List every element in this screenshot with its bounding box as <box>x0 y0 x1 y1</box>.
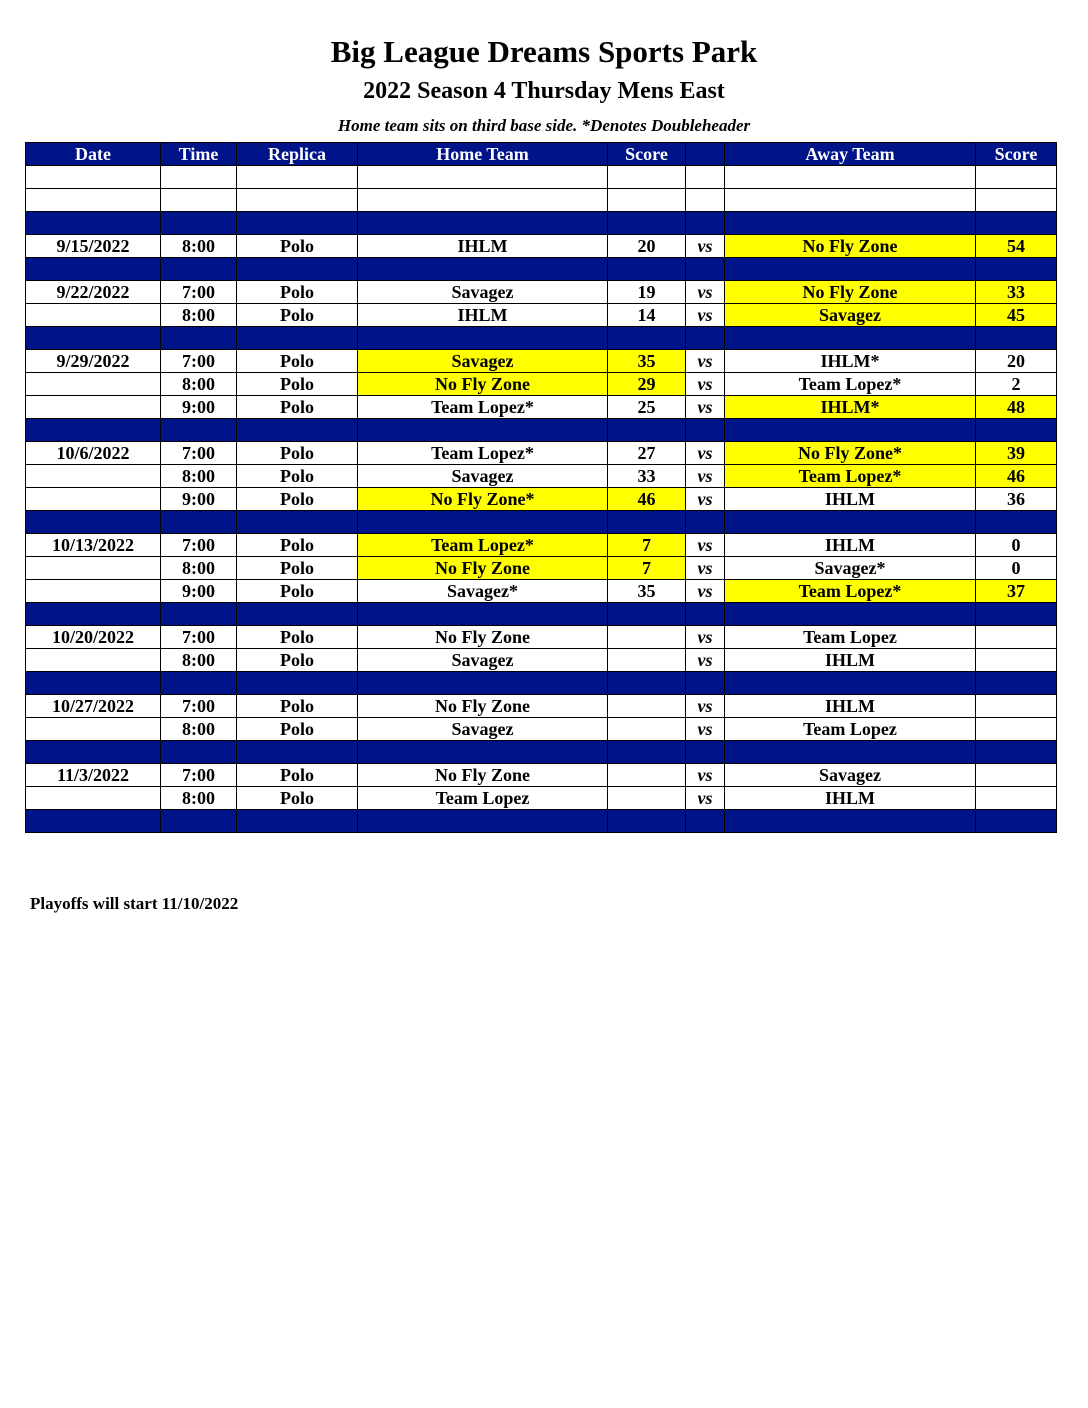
table-header-row <box>26 143 1057 166</box>
vs-cell <box>686 258 725 281</box>
home-team-cell: Team Lopez <box>358 787 608 810</box>
away-team-cell: IHLM* <box>725 396 976 419</box>
home-score-cell <box>608 649 686 672</box>
away-team-cell <box>725 258 976 281</box>
date-cell <box>26 511 161 534</box>
away-score-cell <box>976 764 1057 787</box>
away-score-cell <box>976 189 1057 212</box>
time-cell: 8:00 <box>161 557 237 580</box>
date-cell <box>26 212 161 235</box>
time-cell <box>161 810 237 833</box>
away-team-cell: IHLM <box>725 649 976 672</box>
away-team-cell: IHLM <box>725 488 976 511</box>
vs-cell <box>686 741 725 764</box>
away-score-cell <box>976 419 1057 442</box>
replica-cell: Polo <box>237 626 358 649</box>
time-cell: 7:00 <box>161 281 237 304</box>
date-cell <box>26 258 161 281</box>
vs-cell: vs <box>686 304 725 327</box>
vs-cell <box>686 511 725 534</box>
separator-row <box>26 603 1057 626</box>
home-team-cell <box>358 741 608 764</box>
home-score-cell: 35 <box>608 580 686 603</box>
time-cell: 7:00 <box>161 695 237 718</box>
home-team-cell <box>358 419 608 442</box>
col-header-away-team: Away Team <box>725 143 976 166</box>
date-cell <box>26 189 161 212</box>
separator-row <box>26 419 1057 442</box>
time-cell <box>161 212 237 235</box>
vs-cell <box>686 419 725 442</box>
away-team-cell <box>725 166 976 189</box>
replica-cell: Polo <box>237 235 358 258</box>
date-cell <box>26 810 161 833</box>
replica-cell <box>237 419 358 442</box>
replica-cell <box>237 603 358 626</box>
away-score-cell <box>976 511 1057 534</box>
home-score-cell <box>608 672 686 695</box>
replica-cell <box>237 212 358 235</box>
replica-cell: Polo <box>237 304 358 327</box>
time-cell <box>161 741 237 764</box>
date-cell <box>26 603 161 626</box>
col-header-home-team: Home Team <box>358 143 608 166</box>
replica-cell: Polo <box>237 465 358 488</box>
home-score-cell <box>608 258 686 281</box>
away-score-cell: 0 <box>976 534 1057 557</box>
date-cell <box>26 419 161 442</box>
home-score-cell: 35 <box>608 350 686 373</box>
schedule-body <box>26 166 1057 833</box>
vs-cell <box>686 603 725 626</box>
away-team-cell <box>725 741 976 764</box>
away-team-cell: Team Lopez <box>725 626 976 649</box>
vs-cell: vs <box>686 580 725 603</box>
away-score-cell <box>976 672 1057 695</box>
home-team-cell: Savagez <box>358 350 608 373</box>
date-cell: 9/22/2022 <box>26 281 161 304</box>
game-row <box>26 350 1057 373</box>
date-cell: 10/27/2022 <box>26 695 161 718</box>
home-team-cell <box>358 672 608 695</box>
away-score-cell <box>976 166 1057 189</box>
replica-cell: Polo <box>237 580 358 603</box>
vs-cell: vs <box>686 442 725 465</box>
replica-cell: Polo <box>237 764 358 787</box>
replica-cell: Polo <box>237 557 358 580</box>
home-team-cell <box>358 258 608 281</box>
home-score-cell: 20 <box>608 235 686 258</box>
date-cell <box>26 649 161 672</box>
vs-cell: vs <box>686 787 725 810</box>
replica-cell <box>237 741 358 764</box>
game-row <box>26 534 1057 557</box>
home-team-cell <box>358 327 608 350</box>
time-cell: 8:00 <box>161 787 237 810</box>
home-score-cell <box>608 212 686 235</box>
away-score-cell: 37 <box>976 580 1057 603</box>
home-score-cell: 14 <box>608 304 686 327</box>
date-cell <box>26 580 161 603</box>
replica-cell: Polo <box>237 373 358 396</box>
vs-cell: vs <box>686 235 725 258</box>
home-score-cell: 7 <box>608 557 686 580</box>
col-header-away-score: Score <box>976 143 1057 166</box>
date-cell: 11/3/2022 <box>26 764 161 787</box>
away-score-cell <box>976 810 1057 833</box>
col-header-time: Time <box>161 143 237 166</box>
away-team-cell: Savagez <box>725 304 976 327</box>
separator-row <box>26 672 1057 695</box>
away-team-cell <box>725 511 976 534</box>
time-cell: 9:00 <box>161 580 237 603</box>
home-team-cell: No Fly Zone <box>358 373 608 396</box>
away-score-cell: 36 <box>976 488 1057 511</box>
time-cell <box>161 189 237 212</box>
time-cell <box>161 327 237 350</box>
vs-cell <box>686 672 725 695</box>
game-row <box>26 695 1057 718</box>
time-cell: 8:00 <box>161 235 237 258</box>
away-team-cell: No Fly Zone* <box>725 442 976 465</box>
game-row <box>26 442 1057 465</box>
replica-cell: Polo <box>237 718 358 741</box>
away-team-cell: Team Lopez* <box>725 465 976 488</box>
vs-cell: vs <box>686 649 725 672</box>
home-team-cell <box>358 810 608 833</box>
away-score-cell: 0 <box>976 557 1057 580</box>
away-score-cell <box>976 718 1057 741</box>
away-score-cell <box>976 626 1057 649</box>
game-row <box>26 488 1057 511</box>
game-row <box>26 281 1057 304</box>
replica-cell <box>237 166 358 189</box>
game-row <box>26 373 1057 396</box>
away-score-cell <box>976 258 1057 281</box>
away-team-cell <box>725 672 976 695</box>
home-team-cell: IHLM <box>358 235 608 258</box>
vs-cell: vs <box>686 396 725 419</box>
away-team-cell: Team Lopez* <box>725 580 976 603</box>
col-header-replica: Replica <box>237 143 358 166</box>
home-team-cell <box>358 511 608 534</box>
date-cell <box>26 327 161 350</box>
home-score-cell <box>608 718 686 741</box>
vs-cell: vs <box>686 281 725 304</box>
date-cell <box>26 787 161 810</box>
date-cell <box>26 373 161 396</box>
game-row <box>26 396 1057 419</box>
away-team-cell: No Fly Zone <box>725 281 976 304</box>
vs-cell: vs <box>686 764 725 787</box>
home-score-cell: 19 <box>608 281 686 304</box>
home-team-cell: IHLM <box>358 304 608 327</box>
blank-row <box>26 189 1057 212</box>
vs-cell: vs <box>686 488 725 511</box>
replica-cell: Polo <box>237 695 358 718</box>
away-score-cell <box>976 695 1057 718</box>
away-team-cell <box>725 603 976 626</box>
home-team-cell: Team Lopez* <box>358 396 608 419</box>
time-cell: 9:00 <box>161 396 237 419</box>
replica-cell <box>237 189 358 212</box>
away-team-cell: No Fly Zone <box>725 235 976 258</box>
time-cell <box>161 419 237 442</box>
col-header-home-score: Score <box>608 143 686 166</box>
time-cell <box>161 603 237 626</box>
date-cell <box>26 396 161 419</box>
away-team-cell <box>725 810 976 833</box>
replica-cell: Polo <box>237 534 358 557</box>
home-team-cell: Savagez <box>358 649 608 672</box>
playoffs-note: Playoffs will start 11/10/2022 <box>30 894 239 913</box>
vs-cell <box>686 810 725 833</box>
game-row <box>26 304 1057 327</box>
away-team-cell: Savagez* <box>725 557 976 580</box>
separator-row <box>26 810 1057 833</box>
replica-cell: Polo <box>237 787 358 810</box>
date-cell: 9/15/2022 <box>26 235 161 258</box>
home-team-cell: Savagez <box>358 281 608 304</box>
home-score-cell <box>608 511 686 534</box>
away-score-cell: 33 <box>976 281 1057 304</box>
vs-cell <box>686 166 725 189</box>
away-team-cell: IHLM <box>725 695 976 718</box>
time-cell: 8:00 <box>161 718 237 741</box>
blank-row <box>26 166 1057 189</box>
home-team-cell <box>358 212 608 235</box>
away-team-cell: IHLM <box>725 534 976 557</box>
time-cell: 7:00 <box>161 350 237 373</box>
separator-row <box>26 258 1057 281</box>
time-cell: 8:00 <box>161 304 237 327</box>
replica-cell: Polo <box>237 396 358 419</box>
home-team-cell: Savagez <box>358 465 608 488</box>
time-cell <box>161 166 237 189</box>
date-cell <box>26 465 161 488</box>
home-score-cell <box>608 327 686 350</box>
replica-cell: Polo <box>237 442 358 465</box>
away-score-cell: 45 <box>976 304 1057 327</box>
home-team-cell: No Fly Zone <box>358 764 608 787</box>
home-score-cell: 25 <box>608 396 686 419</box>
away-score-cell: 20 <box>976 350 1057 373</box>
away-team-cell <box>725 212 976 235</box>
page-title: Big League Dreams Sports Park <box>330 34 758 69</box>
game-row <box>26 580 1057 603</box>
home-team-cell: No Fly Zone* <box>358 488 608 511</box>
date-cell <box>26 741 161 764</box>
time-cell <box>161 672 237 695</box>
away-team-cell: IHLM* <box>725 350 976 373</box>
game-row <box>26 235 1057 258</box>
replica-cell <box>237 810 358 833</box>
time-cell: 7:00 <box>161 534 237 557</box>
date-cell <box>26 672 161 695</box>
replica-cell <box>237 511 358 534</box>
away-score-cell: 46 <box>976 465 1057 488</box>
home-team-cell <box>358 189 608 212</box>
col-header-date: Date <box>26 143 161 166</box>
vs-cell: vs <box>686 350 725 373</box>
time-cell: 7:00 <box>161 764 237 787</box>
date-cell <box>26 166 161 189</box>
vs-cell <box>686 327 725 350</box>
time-cell <box>161 511 237 534</box>
away-score-cell <box>976 741 1057 764</box>
date-cell <box>26 557 161 580</box>
home-team-cell <box>358 166 608 189</box>
home-team-cell: No Fly Zone <box>358 626 608 649</box>
date-cell: 10/20/2022 <box>26 626 161 649</box>
home-team-cell: Savagez <box>358 718 608 741</box>
away-score-cell: 39 <box>976 442 1057 465</box>
date-cell: 10/6/2022 <box>26 442 161 465</box>
vs-cell: vs <box>686 373 725 396</box>
away-team-cell <box>725 327 976 350</box>
vs-cell: vs <box>686 695 725 718</box>
home-score-cell <box>608 189 686 212</box>
away-score-cell <box>976 603 1057 626</box>
home-score-cell: 27 <box>608 442 686 465</box>
replica-cell <box>237 258 358 281</box>
home-score-cell <box>608 764 686 787</box>
time-cell: 8:00 <box>161 649 237 672</box>
vs-cell: vs <box>686 534 725 557</box>
home-score-cell: 7 <box>608 534 686 557</box>
game-row <box>26 557 1057 580</box>
date-cell: 9/29/2022 <box>26 350 161 373</box>
away-score-cell: 54 <box>976 235 1057 258</box>
home-team-cell: Team Lopez* <box>358 534 608 557</box>
home-team-cell: No Fly Zone <box>358 557 608 580</box>
game-row <box>26 718 1057 741</box>
date-cell <box>26 304 161 327</box>
away-team-cell <box>725 189 976 212</box>
vs-cell: vs <box>686 465 725 488</box>
replica-cell <box>237 672 358 695</box>
home-team-cell: Savagez* <box>358 580 608 603</box>
time-cell: 8:00 <box>161 465 237 488</box>
vs-cell <box>686 189 725 212</box>
home-team-cell <box>358 603 608 626</box>
vs-cell <box>686 212 725 235</box>
time-cell: 7:00 <box>161 442 237 465</box>
date-cell <box>26 718 161 741</box>
time-cell: 7:00 <box>161 626 237 649</box>
away-score-cell <box>976 327 1057 350</box>
away-team-cell: Team Lopez <box>725 718 976 741</box>
away-score-cell: 48 <box>976 396 1057 419</box>
game-row <box>26 787 1057 810</box>
home-score-cell <box>608 603 686 626</box>
home-score-cell: 29 <box>608 373 686 396</box>
game-row <box>26 649 1057 672</box>
away-team-cell: Savagez <box>725 764 976 787</box>
time-cell: 9:00 <box>161 488 237 511</box>
time-cell <box>161 258 237 281</box>
replica-cell: Polo <box>237 488 358 511</box>
home-team-cell: No Fly Zone <box>358 695 608 718</box>
separator-row <box>26 741 1057 764</box>
game-row <box>26 465 1057 488</box>
schedule-note: Home team sits on third base side. *Denotes Doubleheader <box>337 116 751 135</box>
col-header-vs <box>686 143 725 166</box>
game-row <box>26 764 1057 787</box>
vs-cell: vs <box>686 626 725 649</box>
home-score-cell: 46 <box>608 488 686 511</box>
separator-row <box>26 511 1057 534</box>
home-score-cell <box>608 787 686 810</box>
away-score-cell <box>976 212 1057 235</box>
home-score-cell: 33 <box>608 465 686 488</box>
home-score-cell <box>608 741 686 764</box>
replica-cell: Polo <box>237 350 358 373</box>
away-score-cell: 2 <box>976 373 1057 396</box>
time-cell: 8:00 <box>161 373 237 396</box>
away-team-cell: IHLM <box>725 787 976 810</box>
home-score-cell <box>608 810 686 833</box>
schedule-table <box>25 142 1057 833</box>
home-score-cell <box>608 166 686 189</box>
vs-cell: vs <box>686 557 725 580</box>
replica-cell: Polo <box>237 281 358 304</box>
date-cell: 10/13/2022 <box>26 534 161 557</box>
away-score-cell <box>976 649 1057 672</box>
replica-cell <box>237 327 358 350</box>
separator-row <box>26 327 1057 350</box>
home-score-cell <box>608 626 686 649</box>
away-team-cell <box>725 419 976 442</box>
home-team-cell: Team Lopez* <box>358 442 608 465</box>
vs-cell: vs <box>686 718 725 741</box>
game-row <box>26 626 1057 649</box>
page-subtitle: 2022 Season 4 Thursday Mens East <box>363 78 725 104</box>
away-score-cell <box>976 787 1057 810</box>
separator-row <box>26 212 1057 235</box>
date-cell <box>26 488 161 511</box>
replica-cell: Polo <box>237 649 358 672</box>
away-team-cell: Team Lopez* <box>725 373 976 396</box>
home-score-cell <box>608 419 686 442</box>
home-score-cell <box>608 695 686 718</box>
